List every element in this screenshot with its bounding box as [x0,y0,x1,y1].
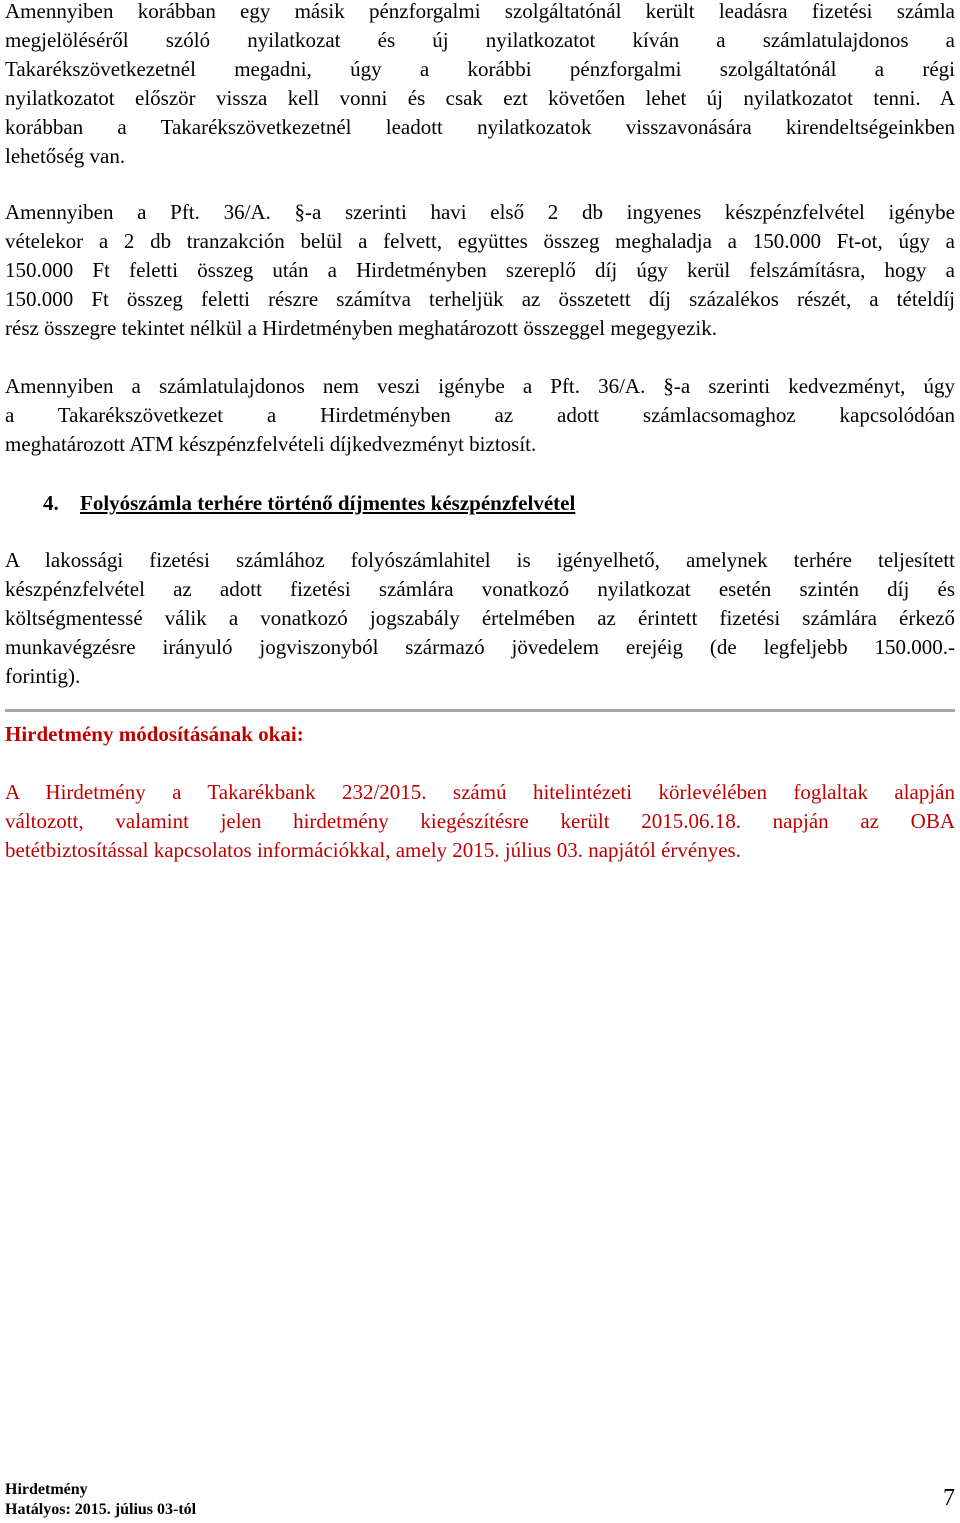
paragraph-line: lehetőség van. [5,144,126,168]
paragraph-overdraft-withdrawal [5,546,955,691]
paragraph-line: megjelöléséről szóló nyilatkozat és új nyilatkozatot kíván a számlatulajdonos a [5,28,955,52]
paragraph-line: 150.000 Ft összeg feletti részre számítva terheljük az összetett díj százalékos részét, a tételdíj [5,287,955,311]
paragraph-line: nyilatkozatot először vissza kell vonni és csak ezt követően lehet új nyilatkozatot tenni. A [5,86,955,110]
paragraph-line: A lakossági fizetési számlához folyószámlahitel is igényelhető, amelynek terhére teljesített [5,548,955,572]
section-number: 4. [43,491,59,515]
paragraph-line: változott, valamint jelen hirdetmény kiegészítésre került 2015.06.18. napján az OBA [5,809,955,833]
paragraph-line: készpénzfelvétel az adott fizetési számlára vonatkozó nyilatkozat esetén szintén díj és [5,577,955,601]
paragraph-line: 150.000 Ft feletti összeg után a Hirdetményben szereplő díj úgy kerül felszámításra, hogy a [5,258,955,282]
modification-heading: Hirdetmény módosításának okai: [5,722,304,746]
paragraph-atm-discount [5,372,955,459]
paragraph-line: korábban a Takarékszövetkezetnél leadott nyilatkozatok visszavonására kirendeltségeinkben [5,115,955,139]
paragraph-line: A Hirdetmény a Takarékbank 232/2015. számú hitelintézeti körlevélében foglaltak alapján [5,780,955,804]
paragraph-line: Takarékszövetkezetnél megadni, úgy a korábbi pénzforgalmi szolgáltatónál a régi [5,57,955,81]
paragraph-line: költségmentessé válik a vonatkozó jogszabály értelmében az érintett fizetési számlára érkező [5,606,955,630]
footer-document-title: Hirdetmény [5,1481,88,1498]
paragraph-line: Amennyiben korábban egy másik pénzforgalmi szolgáltatónál került leadásra fizetési számla [5,0,955,23]
paragraph-line: a Takarékszövetkezet a Hirdetményben az adott számlacsomaghoz kapcsolódóan [5,403,955,427]
paragraph-line: munkavégzésre irányuló jogviszonyból származó jövedelem erejéig (de legfeljebb 150.000.- [5,635,955,659]
paragraph-line: betétbiztosítással kapcsolatos információkkal, amely 2015. július 03. napjától érvényes. [5,838,741,862]
paragraph-free-withdrawal-limit [5,198,955,343]
paragraph-line: forintig). [5,664,81,688]
paragraph-statement-revocation [5,0,955,171]
paragraph-line: vételekor a 2 db tranzakción belül a felvett, együttes összeg meghaladja a 150.000 Ft-ot, úgy a [5,229,955,253]
paragraph-line: meghatározott ATM készpénzfelvételi díjkedvezményt biztosít. [5,432,537,456]
page-number: 7 [943,1485,955,1511]
footer-valid-from: Hatályos: 2015. július 03-tól [5,1501,197,1518]
paragraph-line: Amennyiben a számlatulajdonos nem veszi igénybe a Pft. 36/A. §-a szerinti kedvezményt, úgy [5,374,955,398]
paragraph-line: Amennyiben a Pft. 36/A. §-a szerinti havi első 2 db ingyenes készpénzfelvétel igénybe [5,200,955,224]
paragraph-line: rész összegre tekintet nélkül a Hirdetményben meghatározott összeggel megegyezik. [5,316,717,340]
section-divider [5,709,955,712]
section-title: Folyószámla terhére történő díjmentes készpénzfelvétel [80,491,576,515]
modification-paragraph [5,778,955,865]
